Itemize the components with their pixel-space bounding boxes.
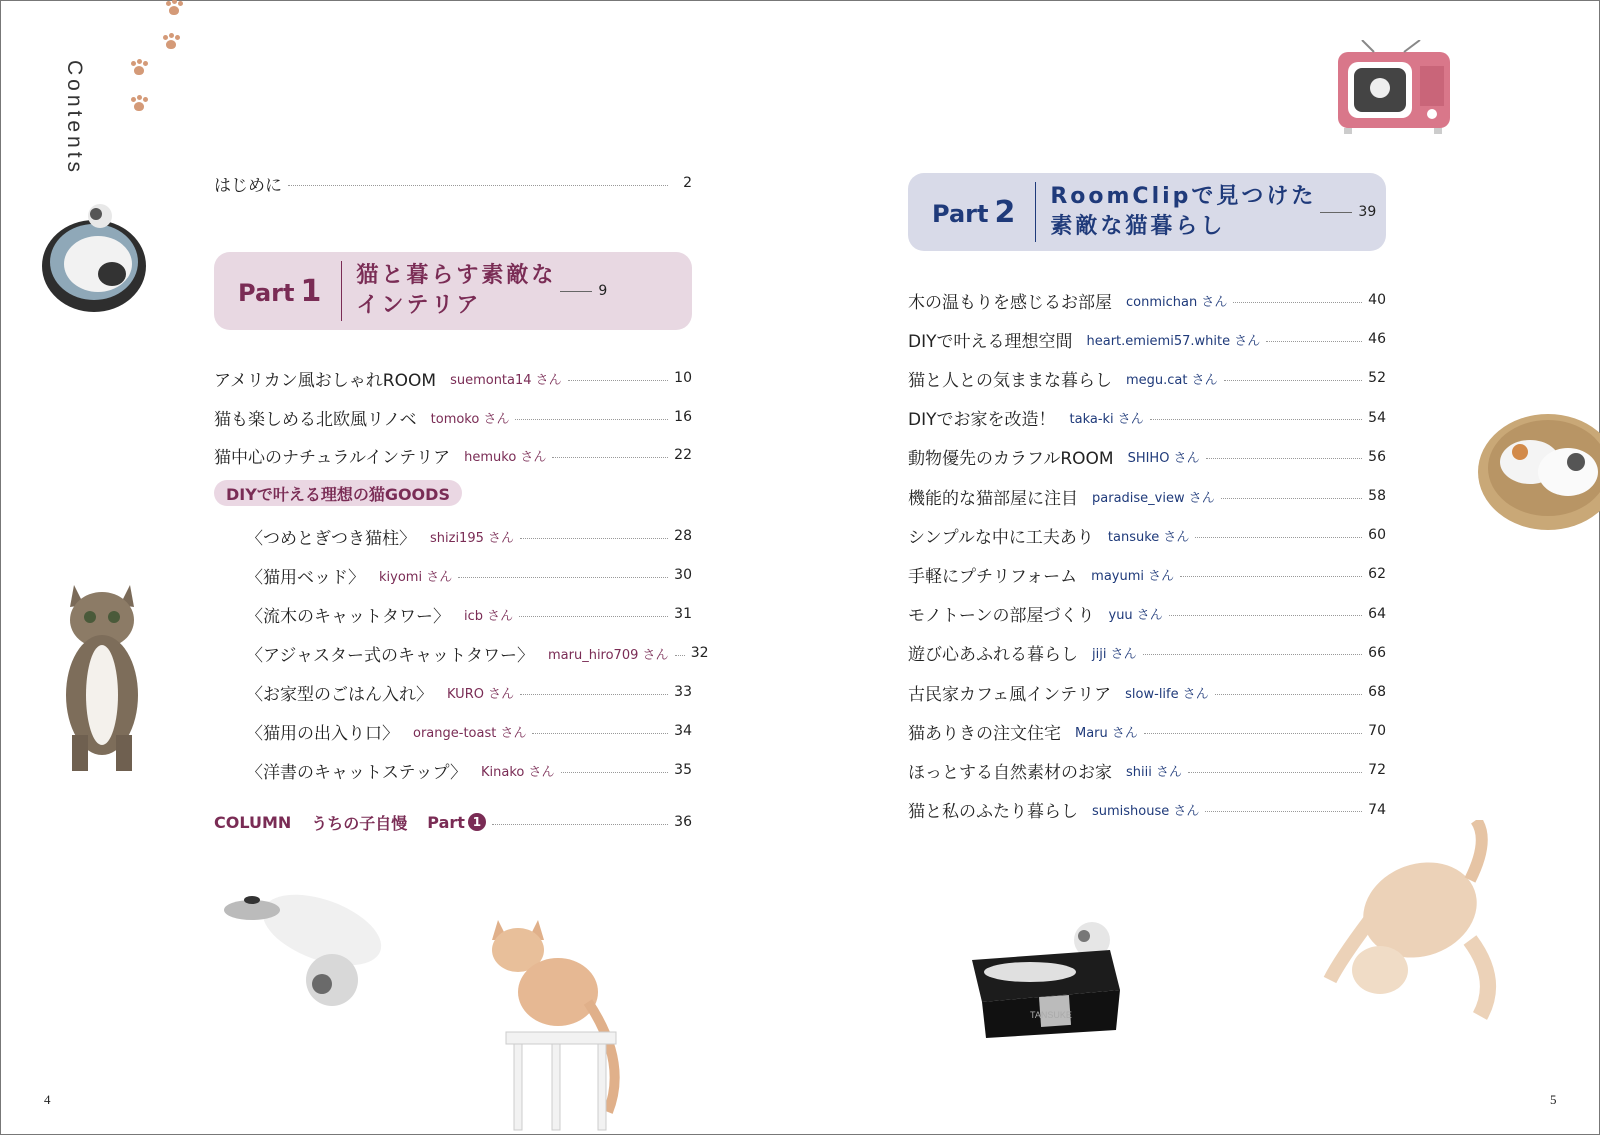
toc-row[interactable] <box>246 524 692 548</box>
toc-title: ほっとする自然素材のお家 <box>908 762 1112 783</box>
toc-row[interactable] <box>246 641 709 666</box>
leader-dots <box>519 616 668 617</box>
toc-title: 動物優先のカラフルROOM <box>908 449 1114 470</box>
toc-title: 〈猫用の出入り口〉 <box>246 723 399 744</box>
paw-print-icon <box>130 60 148 76</box>
toc-user: slow-life さん <box>1125 686 1209 702</box>
cat-lying-upside-down-photo <box>222 880 392 1010</box>
toc-row[interactable] <box>908 484 1386 508</box>
toc-user: tomoko さん <box>430 411 510 427</box>
toc-title: 猫ありきの注文住宅 <box>908 723 1061 744</box>
toc-row[interactable] <box>908 680 1386 704</box>
leader-dots <box>1143 654 1362 655</box>
toc-title: シンプルな中に工夫あり <box>908 527 1094 548</box>
toc-page: 64 <box>1368 605 1386 622</box>
toc-row[interactable] <box>214 405 692 429</box>
leader-dots <box>1206 458 1362 459</box>
toc-page: 72 <box>1368 762 1386 779</box>
toc-title: DIYでお家を改造！ <box>908 410 1056 431</box>
cat-in-box-photo <box>970 920 1120 1040</box>
leader-dots <box>1215 694 1362 695</box>
toc-page: 52 <box>1368 370 1386 387</box>
toc-user: hemuko さん <box>464 449 547 465</box>
toc-row[interactable] <box>246 602 692 626</box>
toc-title: 〈つめとぎつき猫柱〉 <box>246 528 416 549</box>
toc-row[interactable] <box>908 562 1386 586</box>
toc-user: suemonta14 さん <box>450 372 562 388</box>
toc-user: KURO さん <box>447 686 515 702</box>
toc-title: 〈アジャスター式のキャットタワー〉 <box>246 645 534 666</box>
circled-number: 1 <box>468 813 486 831</box>
toc-row[interactable] <box>214 443 692 467</box>
paw-print-icon <box>165 0 183 16</box>
orange-cat-on-stool-photo <box>478 912 648 1132</box>
toc-page: 56 <box>1368 448 1386 465</box>
leader-line <box>560 291 592 292</box>
toc-page: 74 <box>1368 801 1386 818</box>
toc-row[interactable] <box>908 445 1386 469</box>
leader-dots <box>552 457 668 458</box>
leader-dots <box>675 655 685 656</box>
part2-banner[interactable] <box>908 173 1386 251</box>
leader-dots <box>1150 419 1362 420</box>
page-number-right: 5 <box>1550 1092 1557 1107</box>
toc-user: maru_hiro709 さん <box>547 647 669 663</box>
column-part: Part <box>427 812 465 832</box>
leader-dots <box>532 733 668 734</box>
toc-title: 遊び心あふれる暮らし <box>908 645 1078 666</box>
toc-row[interactable] <box>246 563 692 587</box>
toc-title: 猫と私のふたり暮らし <box>908 802 1078 823</box>
leader-dots <box>561 772 669 773</box>
toc-title: モノトーンの部屋づくり <box>908 606 1095 627</box>
toc-title: 〈猫用ベッド〉 <box>246 567 365 588</box>
paw-print-icon <box>162 34 180 50</box>
toc-page: 28 <box>674 528 692 544</box>
toc-user: SHIHO さん <box>1127 451 1200 467</box>
toc-row[interactable] <box>908 798 1386 822</box>
toc-page: 34 <box>674 723 692 739</box>
toc-row[interactable] <box>908 602 1386 626</box>
part1-banner[interactable] <box>214 252 692 330</box>
toc-row[interactable] <box>246 680 692 704</box>
cat-stretching-photo <box>1320 820 1520 1020</box>
toc-page: 33 <box>674 684 692 700</box>
toc-user: taka-ki さん <box>1069 412 1144 428</box>
paw-print-icon <box>130 96 148 112</box>
toc-page: 58 <box>1368 488 1386 504</box>
box-print-text: TANSUKE <box>1030 1010 1072 1020</box>
toc-page: 68 <box>1368 684 1386 700</box>
toc-row[interactable] <box>908 758 1386 782</box>
toc-title: 猫と人との気ままな暮らし <box>908 370 1112 391</box>
cat-in-bed-photo <box>38 198 148 318</box>
toc-page: 16 <box>674 409 692 425</box>
toc-page: 40 <box>1368 292 1386 308</box>
part2-page: 39 <box>1358 204 1377 220</box>
toc-title: 機能的な猫部屋に注目 <box>908 488 1078 509</box>
part2-label: Part 2 <box>932 194 1016 230</box>
toc-page: 66 <box>1368 644 1386 661</box>
leader-dots <box>1205 811 1362 812</box>
cats-in-basket-photo <box>1478 400 1600 534</box>
toc-row[interactable] <box>908 366 1386 390</box>
toc-page: 35 <box>674 762 692 778</box>
leader-dots <box>288 185 668 186</box>
toc-title: 〈洋書のキャットステップ〉 <box>246 762 467 783</box>
part1-label: Part 1 <box>238 273 322 309</box>
leader-dots <box>1224 380 1362 381</box>
toc-title: 手軽にプチリフォーム <box>908 566 1078 587</box>
part2-title: RoomClipで見つけた 素敵な猫暮らし <box>1050 184 1317 239</box>
toc-row[interactable] <box>908 719 1386 743</box>
toc-page: 54 <box>1368 409 1386 426</box>
column-label: COLUMN <box>214 812 292 832</box>
leader-dots <box>1144 733 1362 734</box>
leader-dots <box>1233 302 1362 303</box>
toc-user: sumishouse さん <box>1092 804 1200 820</box>
leader-dots <box>1266 341 1362 342</box>
toc-user: conmichan さん <box>1126 294 1228 310</box>
tabby-cat-photo <box>52 575 152 775</box>
toc-title: DIYで叶える理想空間 <box>908 331 1073 352</box>
toc-page: 46 <box>1368 331 1386 348</box>
contents-vertical-title: Contents <box>63 60 86 177</box>
toc-page: 62 <box>1368 566 1386 583</box>
toc-page: 2 <box>683 175 692 191</box>
toc-user: paradise_view さん <box>1092 490 1215 506</box>
toc-title: 古民家カフェ風インテリア <box>908 684 1112 705</box>
retro-tv-with-cat-photo <box>1334 40 1454 136</box>
toc-title: 猫も楽しめる北欧風リノベ <box>214 409 417 430</box>
leader-dots <box>458 577 668 578</box>
toc-title: 〈流木のキャットタワー〉 <box>246 606 450 627</box>
toc-row[interactable] <box>246 719 692 743</box>
goods-heading-pill[interactable]: DIYで叶える理想の猫GOODS <box>214 480 462 506</box>
leader-dots <box>1180 576 1362 577</box>
toc-user: Maru さん <box>1075 725 1138 741</box>
toc-title: 〈お家型のごはん入れ〉 <box>246 684 433 705</box>
toc-page: 32 <box>690 645 709 661</box>
leader-dots <box>515 419 668 420</box>
part1-title: 猫と暮らす素敵な インテリア <box>356 263 557 318</box>
leader-dots <box>520 694 668 695</box>
toc-user: tansuke さん <box>1107 529 1190 545</box>
toc-title: アメリカン風おしゃれROOM <box>214 370 437 391</box>
toc-row[interactable] <box>908 641 1386 665</box>
toc-user: kiyomi さん <box>379 569 453 585</box>
toc-intro-row[interactable] <box>214 171 692 195</box>
toc-row[interactable] <box>246 758 692 782</box>
page-number-left: 4 <box>44 1092 51 1107</box>
leader-dots <box>520 538 668 539</box>
toc-page: 36 <box>674 814 692 830</box>
toc-user: Kinako さん <box>481 764 555 780</box>
toc-page: 22 <box>674 447 692 463</box>
toc-title: はじめに <box>214 175 282 196</box>
toc-user: icb さん <box>464 608 514 624</box>
toc-row[interactable] <box>214 366 692 390</box>
leader-dots <box>568 380 668 381</box>
toc-title: 木の温もりを感じるお部屋 <box>908 292 1112 313</box>
toc-user: yuu さん <box>1108 608 1163 624</box>
toc-page: 30 <box>674 567 692 583</box>
toc-page: 10 <box>674 370 692 386</box>
toc-user: heart.emiemi57.white さん <box>1086 333 1261 349</box>
leader-dots <box>1195 537 1362 538</box>
toc-title: 猫中心のナチュラルインテリア <box>214 447 451 468</box>
leader-dots <box>492 824 668 825</box>
toc-user: megu.cat さん <box>1126 372 1218 388</box>
toc-user: shiii さん <box>1126 764 1182 780</box>
leader-dots <box>1188 772 1362 773</box>
leader-dots <box>1169 615 1362 616</box>
toc-row[interactable] <box>908 327 1386 351</box>
toc-page: 70 <box>1368 723 1386 740</box>
toc-row[interactable] <box>908 523 1386 547</box>
column-row[interactable] <box>214 810 692 834</box>
leader-dots <box>1221 498 1362 499</box>
part1-page: 9 <box>598 283 608 299</box>
toc-user: mayumi さん <box>1091 568 1175 584</box>
toc-user: orange-toast さん <box>413 725 527 741</box>
toc-user: shizi195 さん <box>430 530 515 546</box>
toc-user: jiji さん <box>1092 647 1137 663</box>
toc-row[interactable] <box>908 406 1386 430</box>
column-title: うちの子自慢 <box>311 813 408 833</box>
toc-page: 31 <box>674 606 692 622</box>
leader-line <box>1320 212 1352 213</box>
toc-page: 60 <box>1368 527 1386 544</box>
toc-row[interactable] <box>908 288 1386 312</box>
